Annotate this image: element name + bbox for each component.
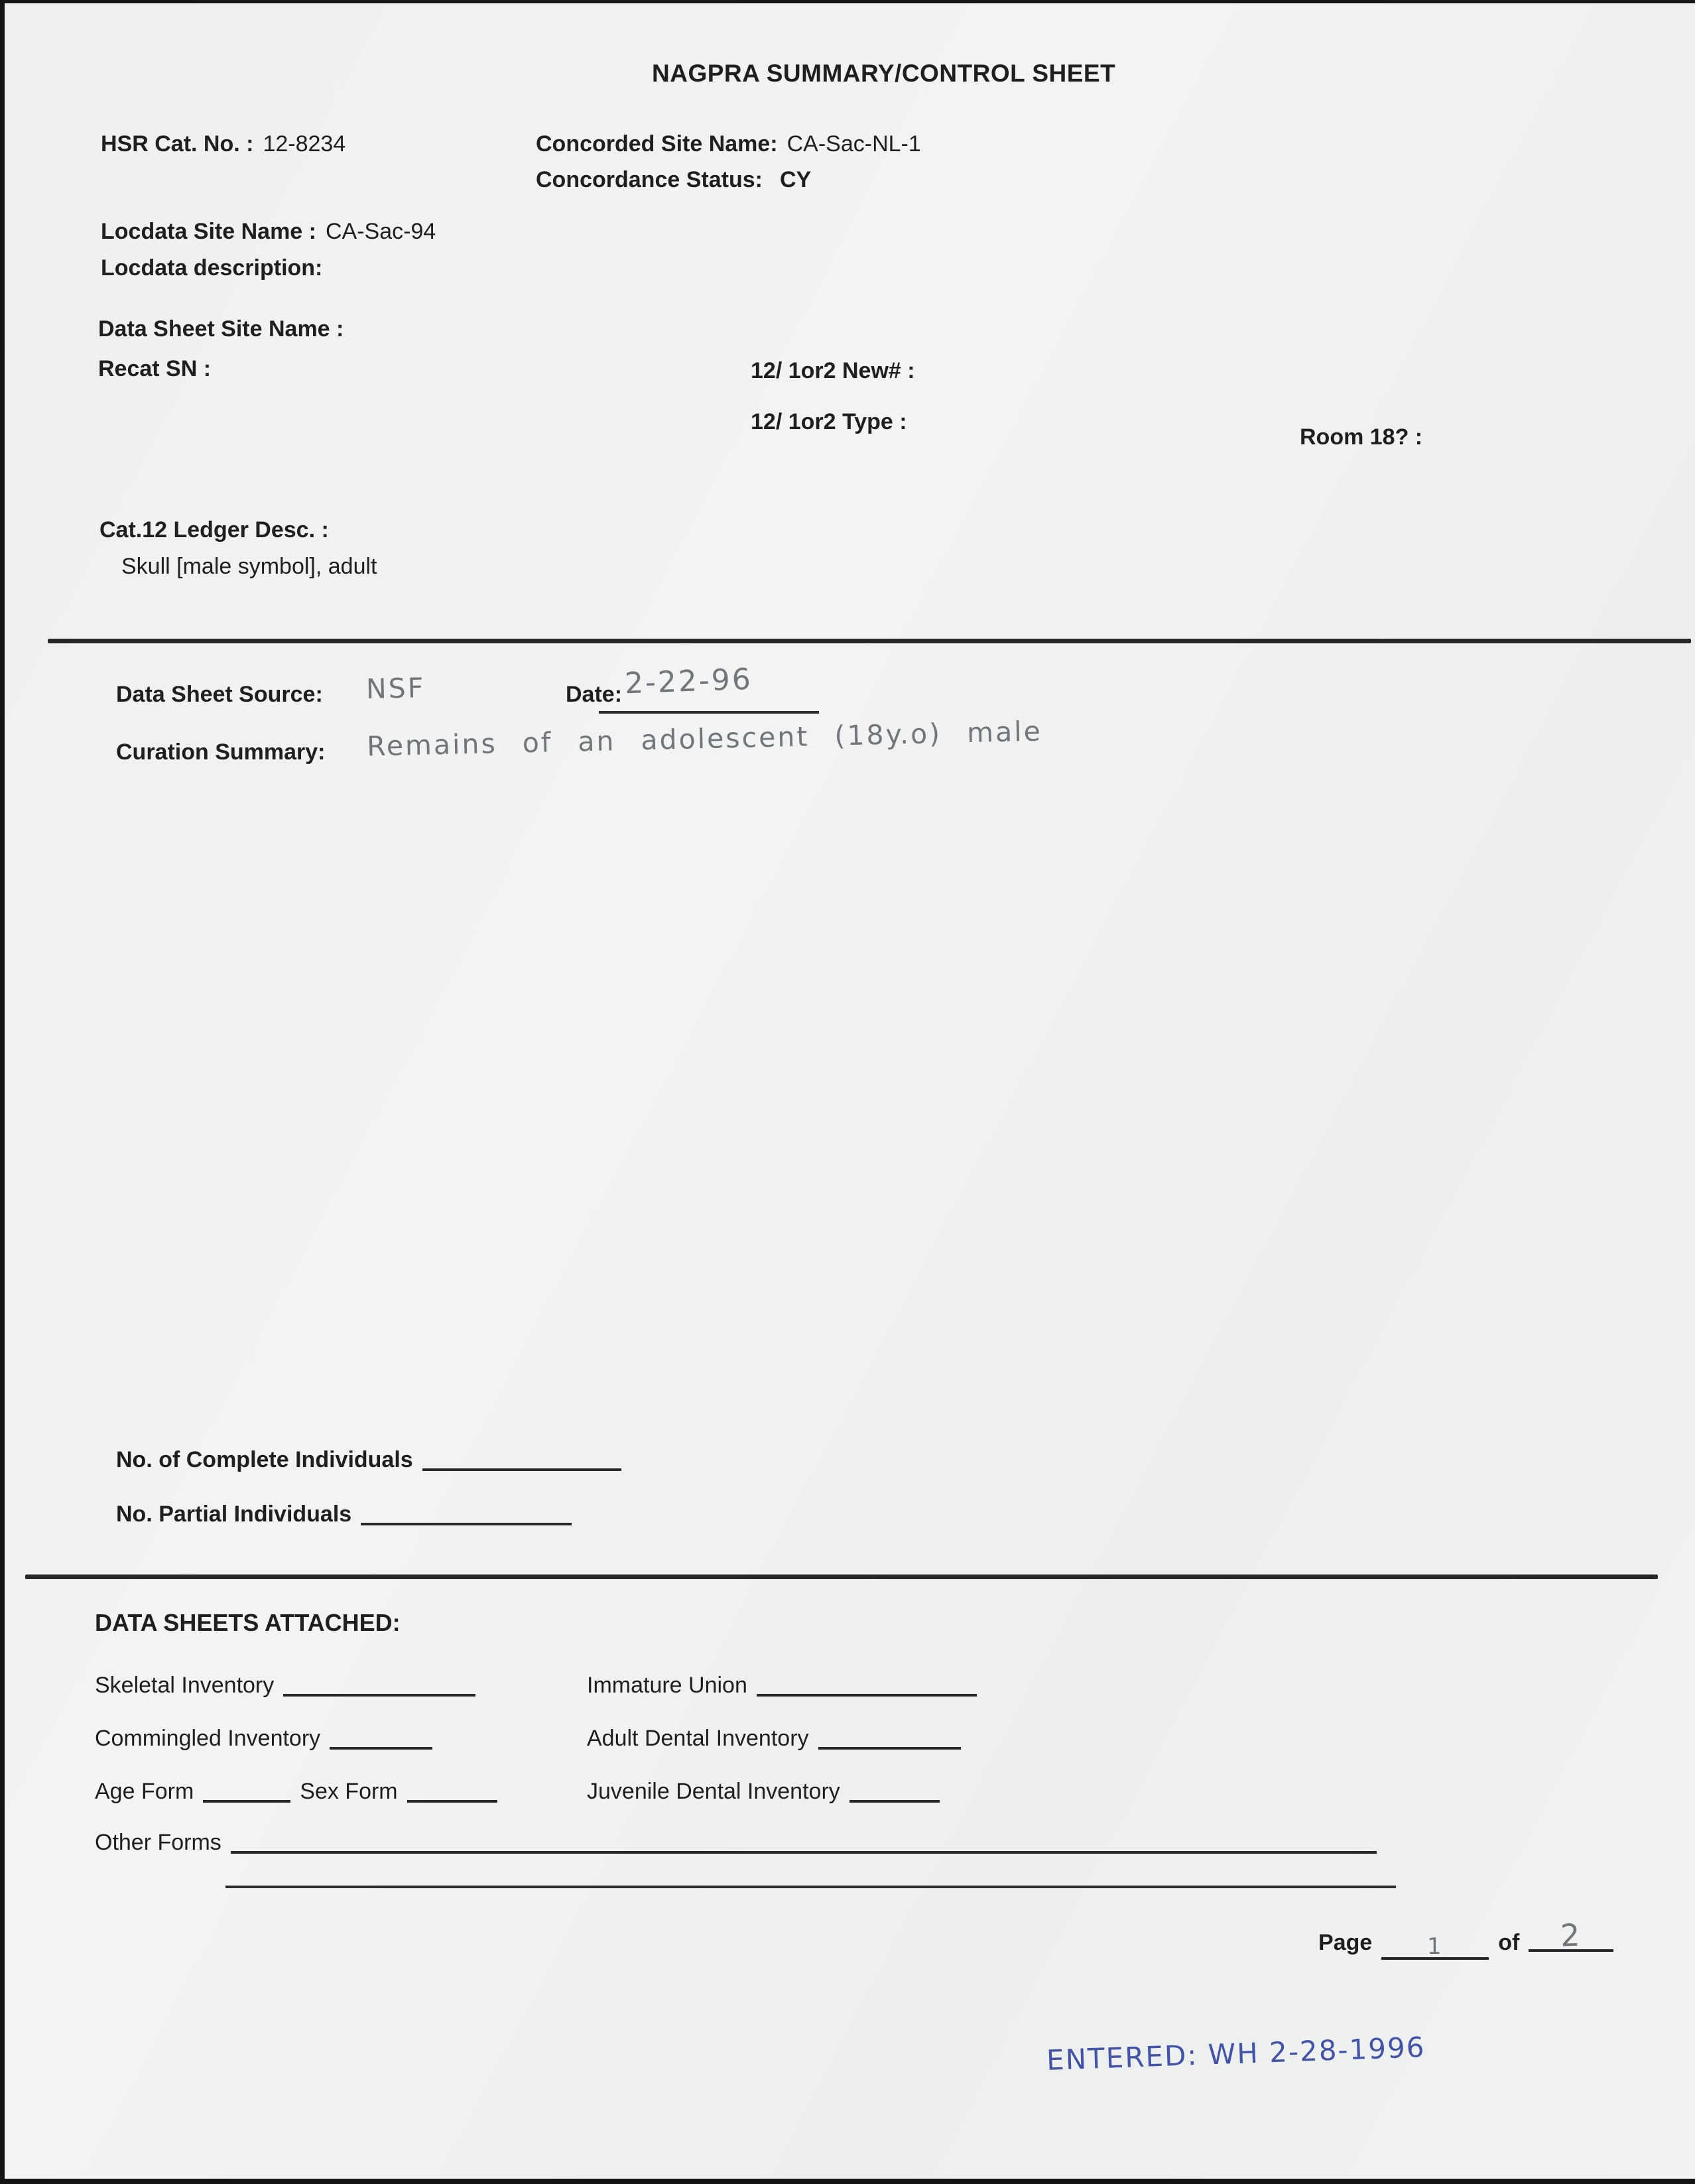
attachment-other-forms xyxy=(95,1827,1377,1856)
field-12-1or2-type xyxy=(751,409,907,435)
cat12-ledger-desc-value: Skull [male symbol], adult xyxy=(121,554,377,579)
concorded-site-name-value: CA-Sac-NL-1 xyxy=(786,131,921,157)
immature-union-label: Immature Union xyxy=(587,1673,747,1698)
field-complete-individuals xyxy=(116,1445,621,1473)
date-handwritten-value: 2-22-96 xyxy=(624,662,753,701)
field-locdata-site-name xyxy=(101,219,436,245)
12-1or2-type-label: 12/ 1or2 Type : xyxy=(751,409,907,434)
page-number-blank xyxy=(1381,1933,1489,1960)
total-pages-handwritten: 2 xyxy=(1560,1917,1583,1954)
commingled-inventory-blank xyxy=(330,1723,432,1750)
concorded-site-name-label: Concorded Site Name: xyxy=(536,131,778,157)
sex-form-label: Sex Form xyxy=(300,1779,398,1804)
juvenile-dental-inventory-blank xyxy=(849,1776,940,1803)
page-number-handwritten: 1 xyxy=(1426,1933,1444,1960)
locdata-description-label: Locdata description: xyxy=(101,255,323,281)
field-partial-individuals xyxy=(116,1499,572,1527)
age-form-blank xyxy=(203,1776,290,1803)
attachment-commingled-inventory xyxy=(95,1723,432,1752)
juvenile-dental-inventory-label: Juvenile Dental Inventory xyxy=(587,1779,840,1804)
date-label: Date: xyxy=(566,682,623,707)
curation-summary-label: Curation Summary: xyxy=(116,739,326,765)
partial-individuals-label: No. Partial Individuals xyxy=(116,1502,352,1527)
commingled-inventory-label: Commingled Inventory xyxy=(95,1726,321,1751)
cat12-ledger-desc-label: Cat.12 Ledger Desc. : xyxy=(99,517,329,543)
data-sheet-site-name-label: Data Sheet Site Name : xyxy=(98,316,344,342)
date-blank-line xyxy=(599,711,819,714)
skeletal-inventory-blank xyxy=(283,1670,475,1697)
scan-edge-bottom xyxy=(0,2179,1695,2184)
of-label: of xyxy=(1498,1930,1520,1955)
concordance-status-label: Concordance Status: xyxy=(536,167,763,192)
age-form-label: Age Form xyxy=(95,1779,194,1804)
hsr-cat-no-label: HSR Cat. No. : xyxy=(101,131,254,157)
attachment-skeletal-inventory xyxy=(95,1670,475,1699)
curation-summary-handwritten-value: Remains of an adolescent (18y.o) male xyxy=(366,715,1043,763)
field-recat-sn xyxy=(98,356,211,382)
section-divider-1 xyxy=(48,639,1691,643)
field-date xyxy=(566,682,622,708)
field-locdata-description xyxy=(101,255,322,281)
field-data-sheet-source xyxy=(116,682,323,708)
locdata-site-name-label: Locdata Site Name : xyxy=(101,219,316,244)
section-divider-2 xyxy=(25,1574,1658,1579)
field-hsr-cat-no xyxy=(101,131,345,157)
page-label: Page xyxy=(1318,1930,1373,1955)
page-footer xyxy=(1318,1917,1613,1960)
hsr-cat-no-value: 12-8234 xyxy=(263,131,346,157)
skeletal-inventory-label: Skeletal Inventory xyxy=(95,1673,275,1698)
attachment-juvenile-dental-inventory xyxy=(587,1776,940,1805)
scan-edge-top xyxy=(0,0,1695,3)
entered-note-handwritten: ENTERED: WH 2-28-1996 xyxy=(1046,2031,1426,2077)
immature-union-blank xyxy=(757,1670,977,1697)
other-forms-blank xyxy=(231,1827,1377,1854)
attachment-immature-union xyxy=(587,1670,977,1699)
concordance-status-value: CY xyxy=(779,167,812,192)
field-room-18 xyxy=(1300,424,1422,450)
form-title: NAGPRA SUMMARY/CONTROL SHEET xyxy=(652,60,1116,87)
field-cat12-ledger-desc xyxy=(99,517,329,543)
room-18-label: Room 18? : xyxy=(1300,424,1423,450)
complete-individuals-label: No. of Complete Individuals xyxy=(116,1447,413,1472)
data-sheet-source-handwritten-value: NSF xyxy=(365,671,426,706)
12-1or2-new-number-label: 12/ 1or2 New# : xyxy=(751,358,915,383)
attachment-age-sex-forms xyxy=(95,1776,497,1805)
field-data-sheet-site-name xyxy=(98,316,344,342)
scan-edge-left xyxy=(0,0,5,2184)
data-sheets-attached-heading: DATA SHEETS ATTACHED: xyxy=(95,1609,401,1636)
recat-sn-label: Recat SN : xyxy=(98,356,212,381)
attachment-adult-dental-inventory xyxy=(587,1723,961,1752)
other-forms-label: Other Forms xyxy=(95,1830,221,1855)
adult-dental-inventory-label: Adult Dental Inventory xyxy=(587,1726,809,1751)
complete-individuals-blank xyxy=(422,1445,621,1471)
locdata-site-name-value: CA-Sac-94 xyxy=(325,219,436,244)
field-concorded-site-name xyxy=(536,131,921,157)
sex-form-blank xyxy=(407,1776,497,1803)
partial-individuals-blank xyxy=(361,1499,572,1525)
adult-dental-inventory-blank xyxy=(818,1723,961,1750)
field-concordance-status xyxy=(536,167,811,193)
field-curation-summary xyxy=(116,739,326,765)
total-pages-blank xyxy=(1529,1917,1613,1954)
field-12-1or2-new-number xyxy=(751,358,915,384)
other-forms-continuation-line xyxy=(225,1886,1396,1888)
data-sheet-source-label: Data Sheet Source: xyxy=(116,682,323,707)
